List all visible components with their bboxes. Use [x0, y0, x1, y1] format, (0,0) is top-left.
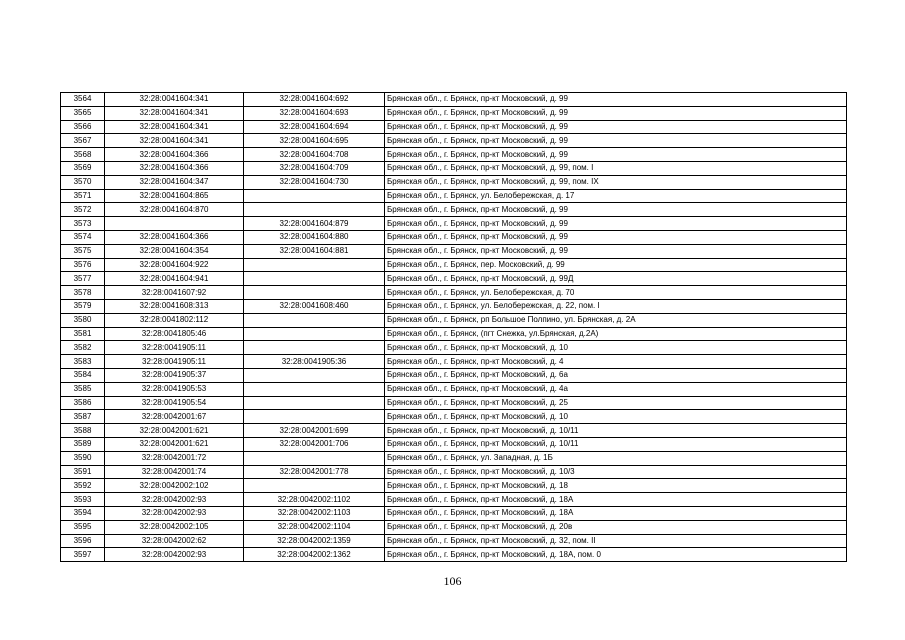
address-cell: Брянская обл., г. Брянск, пр-кт Московский, д. 25	[385, 396, 847, 410]
parcel-cadastral-number-cell: 32:28:0042001:74	[105, 465, 244, 479]
parcel-cadastral-number-cell: 32:28:0042001:67	[105, 410, 244, 424]
row-number-cell: 3594	[61, 506, 105, 520]
parcel-cadastral-number-cell: 32:28:0042002:93	[105, 506, 244, 520]
address-cell: Брянская обл., г. Брянск, пр-кт Московский, д. 99	[385, 203, 847, 217]
parcel-cadastral-number-cell: 32:28:0041802:112	[105, 313, 244, 327]
parcel-cadastral-number-cell: 32:28:0041604:366	[105, 148, 244, 162]
table-row	[61, 230, 847, 244]
object-cadastral-number-cell	[244, 189, 385, 203]
parcel-cadastral-number-cell: 32:28:0041805:46	[105, 327, 244, 341]
row-number-cell: 3574	[61, 230, 105, 244]
object-cadastral-number-cell: 32:28:0041604:879	[244, 217, 385, 231]
row-number-cell: 3565	[61, 106, 105, 120]
table-row	[61, 217, 847, 231]
table-row	[61, 148, 847, 162]
row-number-cell: 3571	[61, 189, 105, 203]
parcel-cadastral-number-cell: 32:28:0041604:366	[105, 161, 244, 175]
object-cadastral-number-cell	[244, 451, 385, 465]
row-number-cell: 3568	[61, 148, 105, 162]
table-row	[61, 203, 847, 217]
row-number-cell: 3577	[61, 272, 105, 286]
address-cell: Брянская обл., г. Брянск, ул. Белобережская, д. 70	[385, 286, 847, 300]
table-row	[61, 368, 847, 382]
table-row	[61, 286, 847, 300]
table-row	[61, 479, 847, 493]
address-cell: Брянская обл., г. Брянск, пр-кт Московский, д. 99	[385, 230, 847, 244]
parcel-cadastral-number-cell: 32:28:0042002:62	[105, 534, 244, 548]
row-number-cell: 3588	[61, 424, 105, 438]
row-number-cell: 3576	[61, 258, 105, 272]
address-cell: Брянская обл., г. Брянск, пр-кт Московский, д. 10	[385, 410, 847, 424]
table-row	[61, 189, 847, 203]
object-cadastral-number-cell: 32:28:0041604:709	[244, 161, 385, 175]
object-cadastral-number-cell	[244, 313, 385, 327]
table-row	[61, 437, 847, 451]
object-cadastral-number-cell	[244, 286, 385, 300]
parcel-cadastral-number-cell: 32:28:0042002:93	[105, 493, 244, 507]
parcel-cadastral-number-cell: 32:28:0041604:354	[105, 244, 244, 258]
row-number-cell: 3596	[61, 534, 105, 548]
row-number-cell: 3572	[61, 203, 105, 217]
object-cadastral-number-cell	[244, 258, 385, 272]
table-row	[61, 120, 847, 134]
parcel-cadastral-number-cell: 32:28:0042002:93	[105, 548, 244, 562]
object-cadastral-number-cell: 32:28:0041604:880	[244, 230, 385, 244]
parcel-cadastral-number-cell: 32:28:0041604:865	[105, 189, 244, 203]
object-cadastral-number-cell: 32:28:0042001:706	[244, 437, 385, 451]
object-cadastral-number-cell: 32:28:0041604:881	[244, 244, 385, 258]
table-row	[61, 548, 847, 562]
object-cadastral-number-cell	[244, 203, 385, 217]
row-number-cell: 3595	[61, 520, 105, 534]
object-cadastral-number-cell: 32:28:0041604:694	[244, 120, 385, 134]
parcel-cadastral-number-cell: 32:28:0042001:621	[105, 437, 244, 451]
object-cadastral-number-cell: 32:28:0041604:693	[244, 106, 385, 120]
row-number-cell: 3575	[61, 244, 105, 258]
row-number-cell: 3573	[61, 217, 105, 231]
address-cell: Брянская обл., г. Брянск, пр-кт Московский, д. 10/11	[385, 424, 847, 438]
object-cadastral-number-cell: 32:28:0041604:708	[244, 148, 385, 162]
object-cadastral-number-cell: 32:28:0042002:1362	[244, 548, 385, 562]
row-number-cell: 3584	[61, 368, 105, 382]
parcel-cadastral-number-cell: 32:28:0041604:922	[105, 258, 244, 272]
parcel-cadastral-number-cell: 32:28:0041604:347	[105, 175, 244, 189]
row-number-cell: 3590	[61, 451, 105, 465]
table-row	[61, 493, 847, 507]
row-number-cell: 3566	[61, 120, 105, 134]
row-number-cell: 3597	[61, 548, 105, 562]
parcel-cadastral-number-cell: 32:28:0041604:366	[105, 230, 244, 244]
table-body	[61, 93, 847, 562]
address-cell: Брянская обл., г. Брянск, пр-кт Московский, д. 99	[385, 148, 847, 162]
address-cell: Брянская обл., г. Брянск, пр-кт Московский, д. 10	[385, 341, 847, 355]
row-number-cell: 3592	[61, 479, 105, 493]
object-cadastral-number-cell	[244, 382, 385, 396]
address-cell: Брянская обл., г. Брянск, пр-кт Московский, д. 99	[385, 93, 847, 107]
address-cell: Брянская обл., г. Брянск, пр-кт Московский, д. 99, пом. IX	[385, 175, 847, 189]
address-cell: Брянская обл., г. Брянск, пр-кт Московский, д. 99	[385, 134, 847, 148]
table-row	[61, 520, 847, 534]
parcel-cadastral-number-cell: 32:28:0041604:341	[105, 120, 244, 134]
parcel-cadastral-number-cell: 32:28:0041905:54	[105, 396, 244, 410]
table-row	[61, 106, 847, 120]
parcel-cadastral-number-cell: 32:28:0042002:105	[105, 520, 244, 534]
row-number-cell: 3583	[61, 355, 105, 369]
parcel-cadastral-number-cell: 32:28:0041604:941	[105, 272, 244, 286]
table-row	[61, 272, 847, 286]
table-row	[61, 451, 847, 465]
object-cadastral-number-cell	[244, 410, 385, 424]
table-row	[61, 410, 847, 424]
object-cadastral-number-cell	[244, 327, 385, 341]
object-cadastral-number-cell: 32:28:0042001:699	[244, 424, 385, 438]
object-cadastral-number-cell: 32:28:0041905:36	[244, 355, 385, 369]
address-cell: Брянская обл., г. Брянск, пр-кт Московский, д. 32, пом. II	[385, 534, 847, 548]
address-cell: Брянская обл., г. Брянск, пер. Московский, д. 99	[385, 258, 847, 272]
address-cell: Брянская обл., г. Брянск, ул. Белобережская, д. 17	[385, 189, 847, 203]
address-cell: Брянская обл., г. Брянск, ул. Западная, д. 1Б	[385, 451, 847, 465]
table-row	[61, 161, 847, 175]
object-cadastral-number-cell: 32:28:0042002:1102	[244, 493, 385, 507]
parcel-cadastral-number-cell: 32:28:0041607:92	[105, 286, 244, 300]
address-cell: Брянская обл., г. Брянск, пр-кт Московский, д. 99	[385, 120, 847, 134]
address-cell: Брянская обл., г. Брянск, пр-кт Московский, д. 4	[385, 355, 847, 369]
address-cell: Брянская обл., г. Брянск, пр-кт Московский, д. 4а	[385, 382, 847, 396]
object-cadastral-number-cell	[244, 396, 385, 410]
address-cell: Брянская обл., г. Брянск, пр-кт Московский, д. 99Д	[385, 272, 847, 286]
table-row	[61, 382, 847, 396]
address-cell: Брянская обл., г. Брянск, пр-кт Московский, д. 20в	[385, 520, 847, 534]
table-row	[61, 341, 847, 355]
table-row	[61, 244, 847, 258]
table-row	[61, 175, 847, 189]
parcel-cadastral-number-cell: 32:28:0042001:621	[105, 424, 244, 438]
address-cell: Брянская обл., г. Брянск, пр-кт Московский, д. 18А, пом. 0	[385, 548, 847, 562]
object-cadastral-number-cell: 32:28:0041604:695	[244, 134, 385, 148]
parcel-cadastral-number-cell: 32:28:0041604:870	[105, 203, 244, 217]
object-cadastral-number-cell: 32:28:0041608:460	[244, 299, 385, 313]
table-row	[61, 258, 847, 272]
address-cell: Брянская обл., г. Брянск, пр-кт Московский, д. 18А	[385, 506, 847, 520]
table-row	[61, 134, 847, 148]
object-cadastral-number-cell: 32:28:0041604:730	[244, 175, 385, 189]
table-row	[61, 506, 847, 520]
address-cell: Брянская обл., г. Брянск, (пгт Снежка, ул.Брянская, д.2А)	[385, 327, 847, 341]
parcel-cadastral-number-cell: 32:28:0041604:341	[105, 93, 244, 107]
row-number-cell: 3578	[61, 286, 105, 300]
object-cadastral-number-cell	[244, 368, 385, 382]
address-cell: Брянская обл., г. Брянск, ул. Белобережская, д. 22, пом. I	[385, 299, 847, 313]
cadastral-register-table	[60, 92, 847, 562]
address-cell: Брянская обл., г. Брянск, пр-кт Московский, д. 18	[385, 479, 847, 493]
table-row	[61, 396, 847, 410]
parcel-cadastral-number-cell: 32:28:0041905:11	[105, 355, 244, 369]
parcel-cadastral-number-cell: 32:28:0041905:37	[105, 368, 244, 382]
address-cell: Брянская обл., г. Брянск, рп Большое Полпино, ул. Брянская, д. 2А	[385, 313, 847, 327]
parcel-cadastral-number-cell: 32:28:0042002:102	[105, 479, 244, 493]
object-cadastral-number-cell: 32:28:0042002:1103	[244, 506, 385, 520]
parcel-cadastral-number-cell	[105, 217, 244, 231]
object-cadastral-number-cell: 32:28:0042001:778	[244, 465, 385, 479]
row-number-cell: 3593	[61, 493, 105, 507]
parcel-cadastral-number-cell: 32:28:0041608:313	[105, 299, 244, 313]
parcel-cadastral-number-cell: 32:28:0041905:53	[105, 382, 244, 396]
row-number-cell: 3564	[61, 93, 105, 107]
address-cell: Брянская обл., г. Брянск, пр-кт Московский, д. 10/11	[385, 437, 847, 451]
address-cell: Брянская обл., г. Брянск, пр-кт Московский, д. 99	[385, 106, 847, 120]
row-number-cell: 3569	[61, 161, 105, 175]
page-number: 106	[443, 574, 462, 588]
address-cell: Брянская обл., г. Брянск, пр-кт Московский, д. 99	[385, 217, 847, 231]
object-cadastral-number-cell	[244, 341, 385, 355]
parcel-cadastral-number-cell: 32:28:0041604:341	[105, 134, 244, 148]
row-number-cell: 3587	[61, 410, 105, 424]
parcel-cadastral-number-cell: 32:28:0041905:11	[105, 341, 244, 355]
table-row	[61, 313, 847, 327]
row-number-cell: 3585	[61, 382, 105, 396]
table-row	[61, 465, 847, 479]
address-cell: Брянская обл., г. Брянск, пр-кт Московский, д. 6а	[385, 368, 847, 382]
table-row	[61, 355, 847, 369]
row-number-cell: 3567	[61, 134, 105, 148]
row-number-cell: 3581	[61, 327, 105, 341]
address-cell: Брянская обл., г. Брянск, пр-кт Московский, д. 99	[385, 244, 847, 258]
address-cell: Брянская обл., г. Брянск, пр-кт Московский, д. 99, пом. I	[385, 161, 847, 175]
address-cell: Брянская обл., г. Брянск, пр-кт Московский, д. 18А	[385, 493, 847, 507]
row-number-cell: 3582	[61, 341, 105, 355]
table-row	[61, 93, 847, 107]
table-row	[61, 299, 847, 313]
object-cadastral-number-cell	[244, 272, 385, 286]
table-row	[61, 327, 847, 341]
table-row	[61, 534, 847, 548]
parcel-cadastral-number-cell: 32:28:0042001:72	[105, 451, 244, 465]
row-number-cell: 3570	[61, 175, 105, 189]
address-cell: Брянская обл., г. Брянск, пр-кт Московский, д. 10/3	[385, 465, 847, 479]
table-row	[61, 424, 847, 438]
row-number-cell: 3589	[61, 437, 105, 451]
row-number-cell: 3591	[61, 465, 105, 479]
row-number-cell: 3586	[61, 396, 105, 410]
object-cadastral-number-cell: 32:28:0041604:692	[244, 93, 385, 107]
parcel-cadastral-number-cell: 32:28:0041604:341	[105, 106, 244, 120]
object-cadastral-number-cell: 32:28:0042002:1359	[244, 534, 385, 548]
row-number-cell: 3580	[61, 313, 105, 327]
object-cadastral-number-cell: 32:28:0042002:1104	[244, 520, 385, 534]
object-cadastral-number-cell	[244, 479, 385, 493]
row-number-cell: 3579	[61, 299, 105, 313]
